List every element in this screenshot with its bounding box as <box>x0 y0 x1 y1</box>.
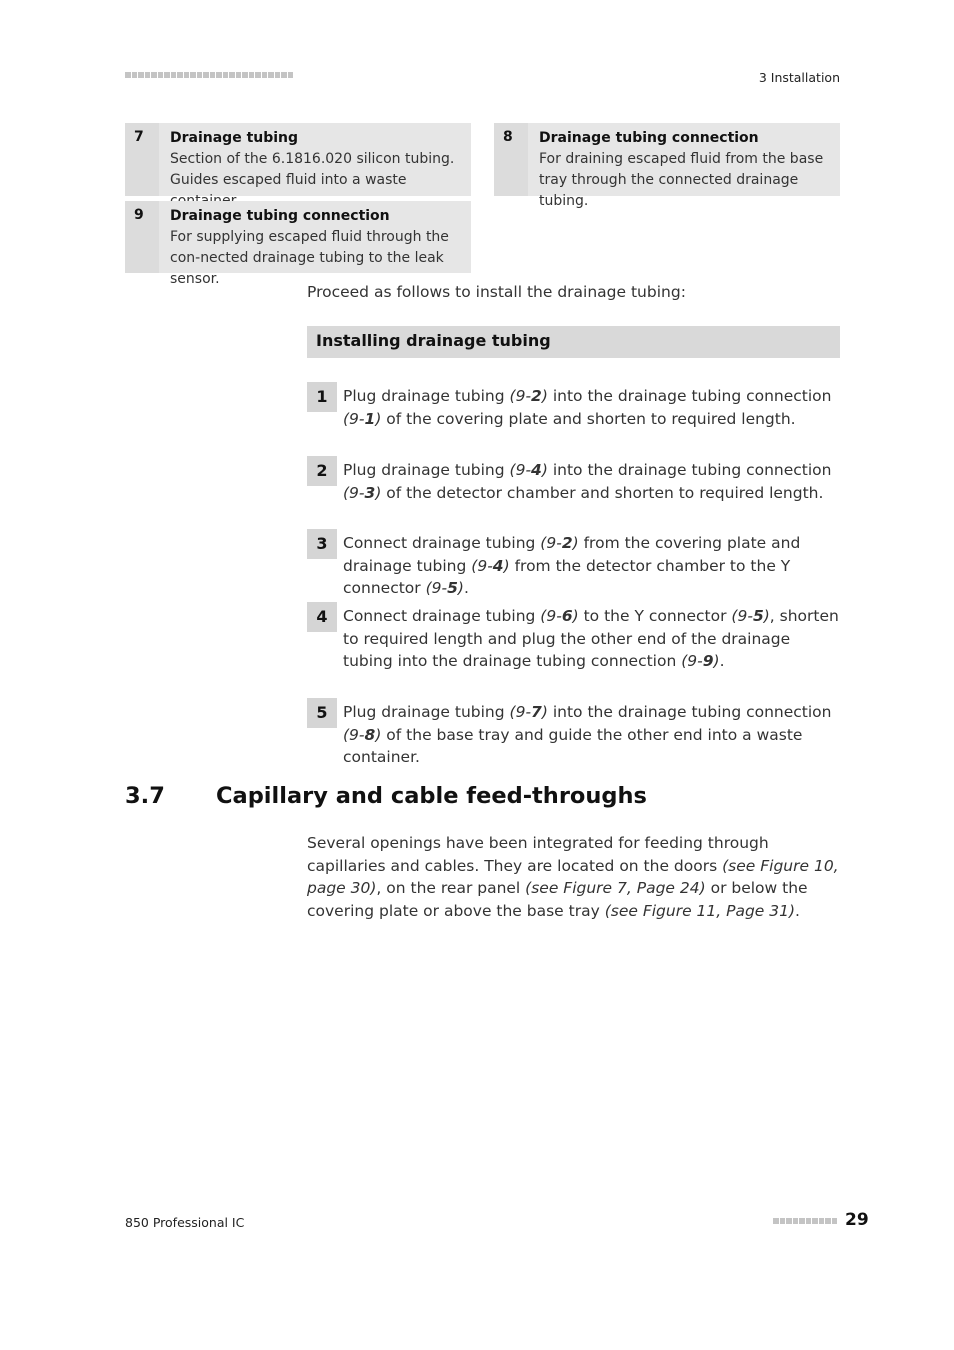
step-text: Plug drainage tubing (9-2) into the drainage tubing connection (9-1) of the covering plate and shorten to required length. <box>343 387 832 428</box>
section-number: 3.7 <box>125 783 165 809</box>
legend-description: Section of the 6.1816.020 silicon tubing. Guides escaped fluid into a waste <box>170 151 455 188</box>
step-4 <box>307 602 840 673</box>
intro-text: Proceed as follows to install the drainage tubing: <box>307 283 686 301</box>
header-chapter: 3 Installation <box>758 70 840 85</box>
step-number: 5 <box>307 698 337 728</box>
step-3 <box>307 529 840 600</box>
figure-reference[interactable]: (see Figure 10, page 30) <box>307 856 839 897</box>
legend-number: 8 <box>503 129 513 145</box>
legend-title: Drainage tubing connection <box>539 130 759 146</box>
legend-description: For draining escaped fluid from the base tray through the connected drainage tubing. <box>539 151 824 209</box>
legend-item-9 <box>125 201 471 287</box>
footer-decoration <box>773 1218 837 1224</box>
step-text: Plug drainage tubing (9-7) into the drainage tubing connection (9-8) of the base tray and guide the other end into a waste container. <box>343 703 832 766</box>
figure-reference[interactable]: (see Figure 7, Page 24) <box>525 879 706 897</box>
step-text: Plug drainage tubing (9-4) into the drainage tubing connection (9-3) of the detector chamber and shorten to required length. <box>343 461 832 502</box>
step-1 <box>307 382 840 430</box>
step-2 <box>307 456 840 504</box>
legend-title: Drainage tubing <box>170 130 299 146</box>
legend-number: 7 <box>134 129 144 145</box>
step-number: 1 <box>307 382 337 412</box>
step-number: 2 <box>307 456 337 486</box>
legend-title: Drainage tubing connection <box>170 208 390 224</box>
step-text: Connect drainage tubing (9-6) to the Y connector (9-5), shorten to required length and plug the other end of the drainage tubing into the drainage tubing connection (9-9). <box>343 607 839 670</box>
step-5 <box>307 698 840 769</box>
legend-item-7 <box>125 123 471 196</box>
step-number: 3 <box>307 529 337 559</box>
legend-number: 9 <box>134 207 144 223</box>
legend-item-8 <box>494 123 840 209</box>
procedure-title: Installing drainage tubing <box>307 326 840 358</box>
header-decoration <box>125 72 293 78</box>
legend-description: For supplying escaped fluid through the con-nected drainage tubing to the leak sensor. <box>170 229 449 287</box>
step-text: Connect drainage tubing (9-2) from the covering plate and drainage tubing (9-4) from the detector chamber to the Y connector (9-5). <box>343 534 801 597</box>
section-paragraph: Several openings have been integrated for feeding through capillaries and cables. They are located on the doors (see Figure 10, page 30), on the rear panel (see Figure 7, Page 24) or below the covering plate or above the base tray (see Figure 11, Page 31). <box>307 834 839 920</box>
footer-product: 850 Professional IC <box>125 1215 245 1230</box>
section-title: Capillary and cable feed-throughs <box>216 783 647 809</box>
figure-reference[interactable]: (see Figure 11, Page 31) <box>604 901 796 920</box>
page-number: 29 <box>845 1210 869 1230</box>
step-number: 4 <box>307 602 337 632</box>
